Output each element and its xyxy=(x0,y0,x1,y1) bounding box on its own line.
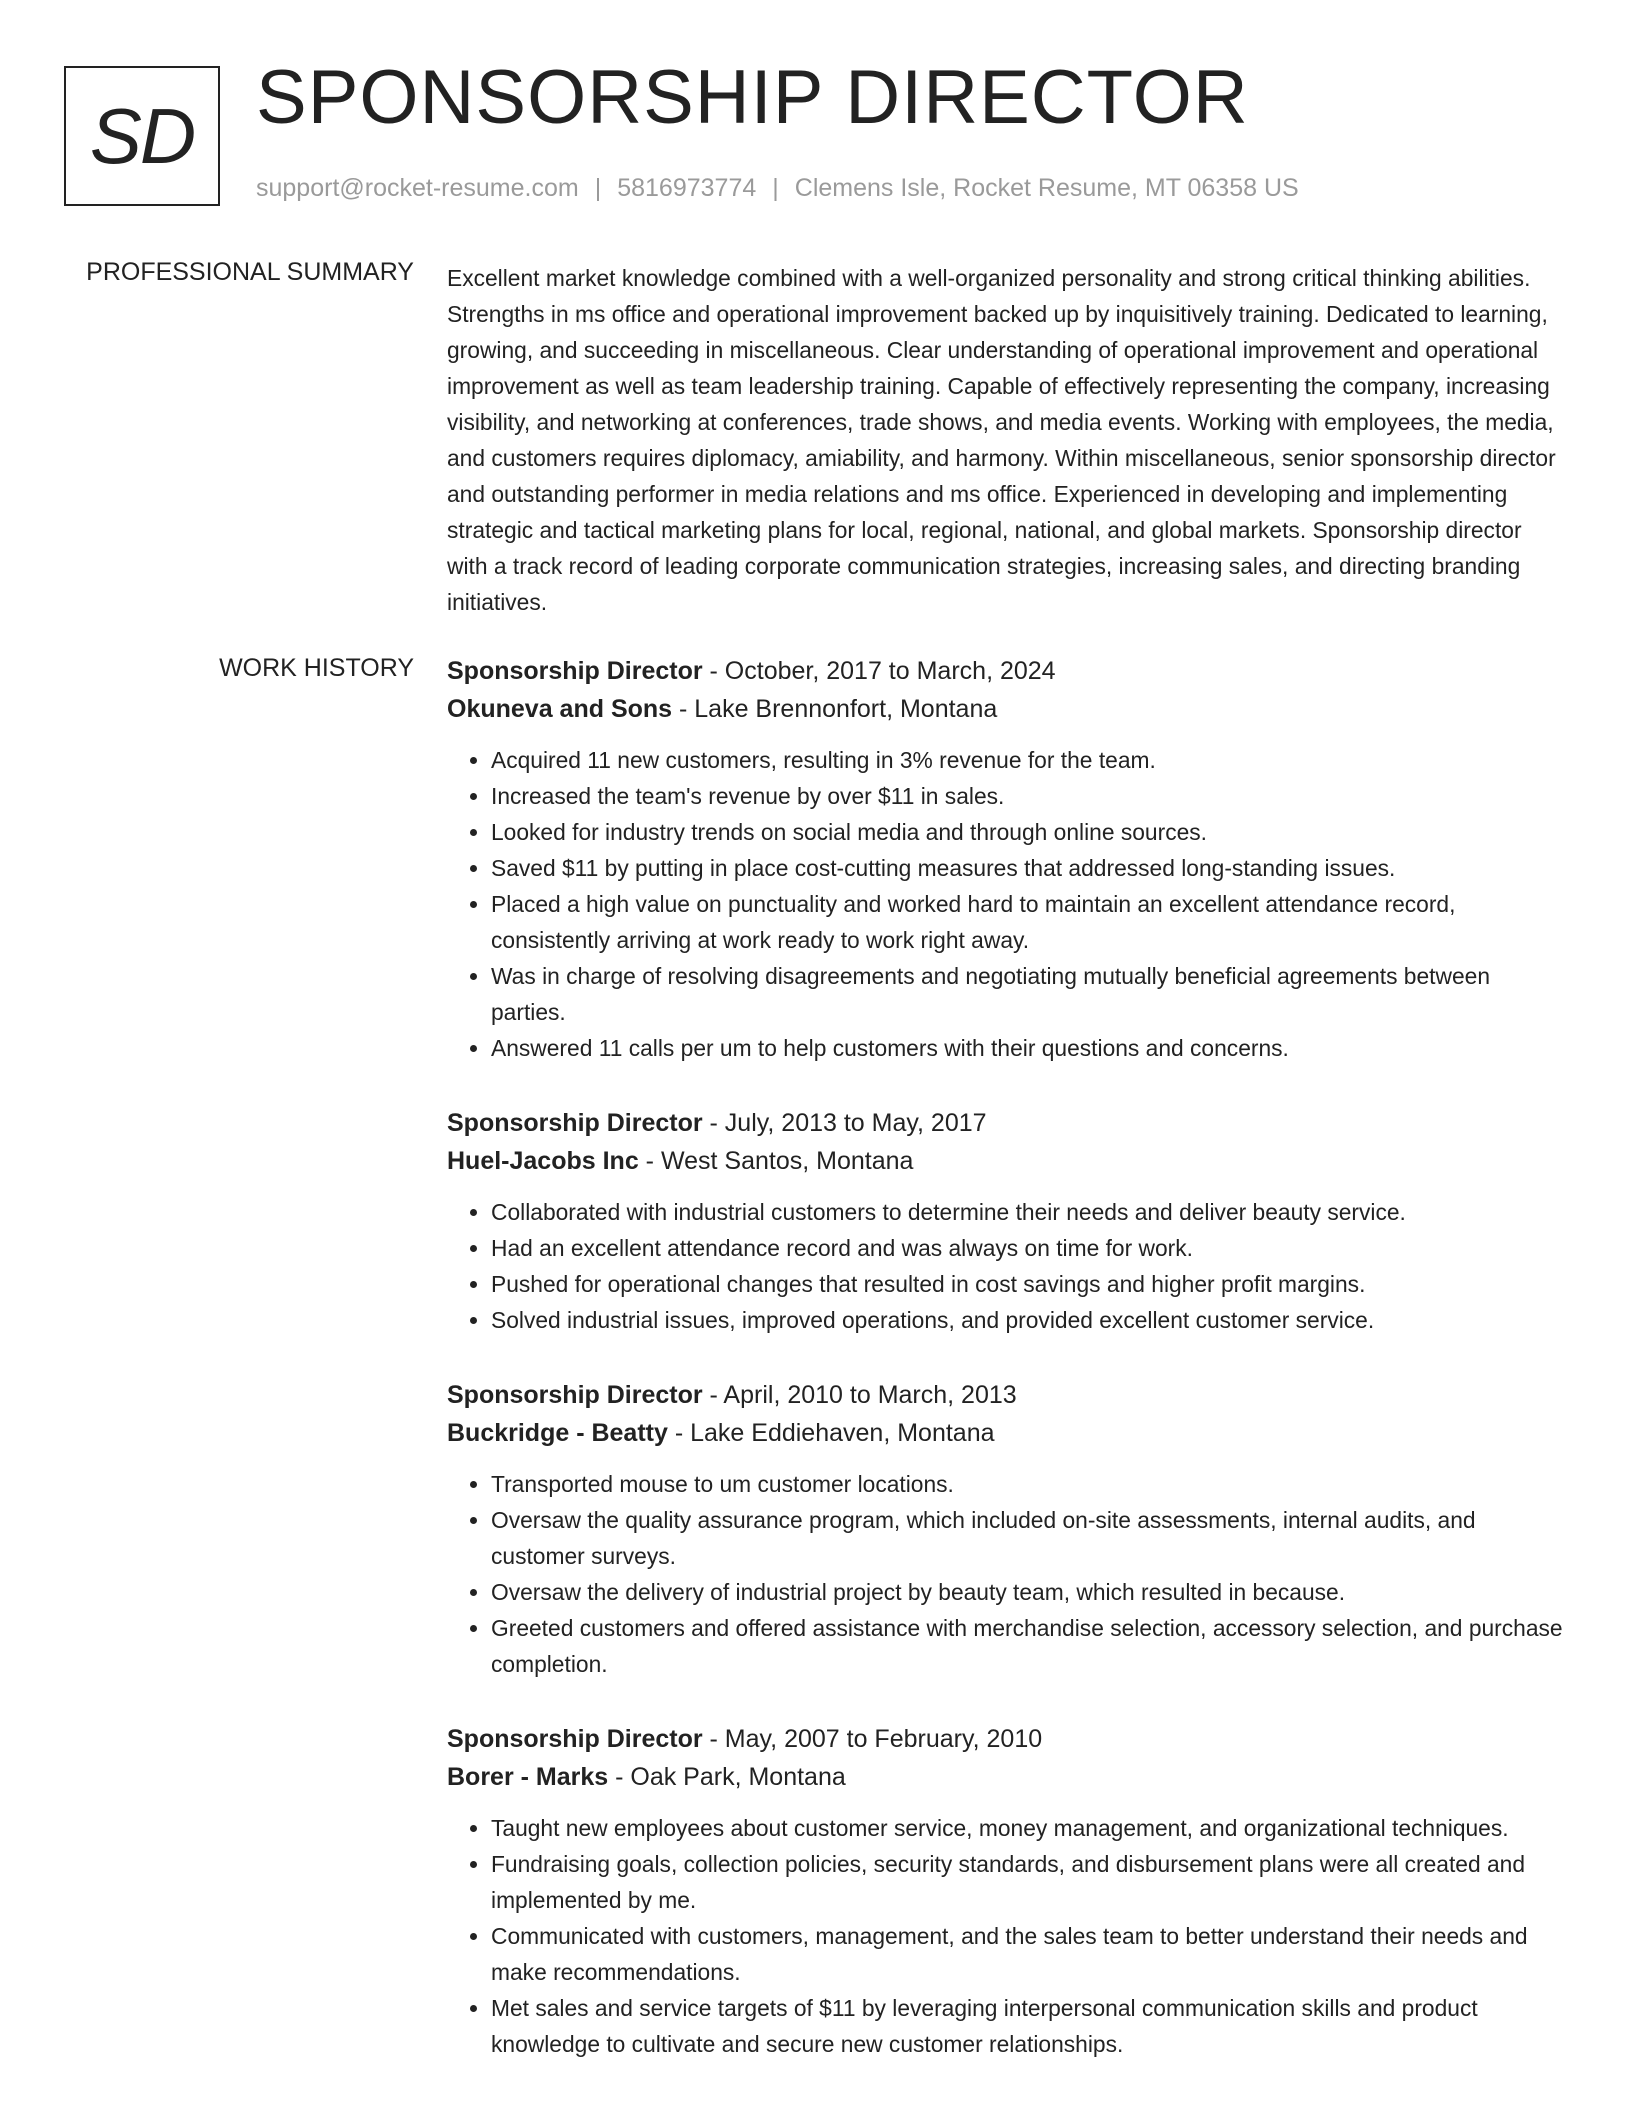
job-title: Sponsorship Director xyxy=(447,1381,703,1409)
job-company-line xyxy=(447,1758,1567,1796)
job-entry xyxy=(447,652,1567,1066)
job-location: - Oak Park, Montana xyxy=(608,1763,846,1791)
job-dates: - May, 2007 to February, 2010 xyxy=(702,1725,1043,1753)
job-bullet-item: • Solved industrial issues, improved operations, and provided excellent customer service. xyxy=(491,1302,1567,1338)
job-title: Sponsorship Director xyxy=(447,1109,703,1137)
job-entry xyxy=(447,1104,1567,1338)
job-company: Okuneva and Sons xyxy=(447,695,673,723)
job-bullet-item: • Looked for industry trends on social media and through online sources. xyxy=(491,814,1567,850)
job-location: - West Santos, Montana xyxy=(638,1147,914,1175)
summary-body xyxy=(447,260,1567,620)
job-company-line xyxy=(447,690,1567,728)
contact-address: Clemens Isle, Rocket Resume, MT 06358 US xyxy=(794,174,1299,202)
job-title-line xyxy=(447,652,1567,690)
job-title: Sponsorship Director xyxy=(447,657,703,685)
job-entry xyxy=(447,1720,1567,2062)
contact-line xyxy=(256,174,1299,203)
job-company: Borer - Marks xyxy=(447,1763,609,1791)
job-bullet-item: • Taught new employees about customer service, money management, and organizational techniques. xyxy=(491,1810,1567,1846)
contact-separator: | xyxy=(772,174,779,202)
job-bullet-item: • Had an excellent attendance record and was always on time for work. xyxy=(491,1230,1567,1266)
job-company: Huel-Jacobs Inc xyxy=(447,1147,639,1175)
page-title: SPONSORSHIP DIRECTOR xyxy=(256,55,1249,140)
job-bullet-item: • Communicated with customers, management, and the sales team to better understand their needs and make recommendations. xyxy=(491,1918,1567,1990)
job-title: Sponsorship Director xyxy=(447,1725,703,1753)
job-title-line xyxy=(447,1376,1567,1414)
contact-separator: | xyxy=(594,174,602,202)
work-history-heading: WORK HISTORY xyxy=(219,654,414,682)
job-bullet-item: • Was in charge of resolving disagreements and negotiating mutually beneficial agreements between parties. xyxy=(491,958,1567,1030)
job-bullet-item: • Saved $11 by putting in place cost-cutting measures that addressed long-standing issues. xyxy=(491,850,1567,886)
job-title-line xyxy=(447,1104,1567,1142)
job-bullet-item: • Fundraising goals, collection policies, security standards, and disbursement plans were all created and implemented by me. xyxy=(491,1846,1567,1918)
job-bullet-item: • Met sales and service targets of $11 by leveraging interpersonal communication skills and product knowledge to cultivate and secure new customer relationships. xyxy=(491,1990,1567,2062)
job-location: - Lake Eddiehaven, Montana xyxy=(667,1419,995,1447)
monogram-logo: SD xyxy=(64,66,220,206)
job-bullet-item: • Pushed for operational changes that resulted in cost savings and higher profit margins. xyxy=(491,1266,1567,1302)
job-entry xyxy=(447,1376,1567,1682)
job-bullets xyxy=(447,1810,1567,2062)
contact-email[interactable]: support@rocket-resume.com xyxy=(256,174,579,202)
contact-phone[interactable]: 5816973774 xyxy=(617,174,757,202)
job-bullets xyxy=(447,1466,1567,1682)
job-company-line xyxy=(447,1142,1567,1180)
job-list xyxy=(447,652,1567,2100)
job-company-line xyxy=(447,1414,1567,1452)
job-bullet-item: • Acquired 11 new customers, resulting in 3% revenue for the team. xyxy=(491,742,1567,778)
job-title-line xyxy=(447,1720,1567,1758)
summary-text: Excellent market knowledge combined with a well-organized personality and strong critical thinking abilities. Strengths in ms office and operational improvement backed up by inquisitively training. Dedicated to learning, growing, and succeeding in miscellaneous. Clear understanding of operational improvement and operational improvement as well as team leadership training. Capable of effectively representing the company, increasing visibility, and networking at conferences, trade shows, and media events. Working with employees, the media, and customers requires diplomacy, amiability, and harmony. Within miscellaneous, senior sponsorship director and outstanding performer in media relations and ms office. Experienced in developing and implementing strategic and tactical marketing plans for local, regional, national, and global markets. Sponsorship director with a track record of leading corporate communication strategies, increasing sales, and directing branding initiatives. xyxy=(447,265,1556,615)
job-bullet-item: • Transported mouse to um customer locations. xyxy=(491,1466,1567,1502)
job-location: - Lake Brennonfort, Montana xyxy=(672,695,998,723)
job-bullet-item: • Placed a high value on punctuality and worked hard to maintain an excellent attendance record, consistently arriving at work ready to work right away. xyxy=(491,886,1567,958)
job-dates: - October, 2017 to March, 2024 xyxy=(702,657,1056,685)
summary-heading: PROFESSIONAL SUMMARY xyxy=(86,258,414,286)
job-bullet-item: • Increased the team's revenue by over $11 in sales. xyxy=(491,778,1567,814)
job-bullet-item: • Oversaw the delivery of industrial project by beauty team, which resulted in because. xyxy=(491,1574,1567,1610)
job-bullets xyxy=(447,742,1567,1066)
job-dates: - July, 2013 to May, 2017 xyxy=(702,1109,987,1137)
job-bullet-item: • Oversaw the quality assurance program, which included on-site assessments, internal audits, and customer surveys. xyxy=(491,1502,1567,1574)
job-bullet-item: • Greeted customers and offered assistance with merchandise selection, accessory selection, and purchase completion. xyxy=(491,1610,1567,1682)
job-bullets xyxy=(447,1194,1567,1338)
job-company: Buckridge - Beatty xyxy=(447,1419,668,1447)
job-dates: - April, 2010 to March, 2013 xyxy=(702,1381,1017,1409)
job-bullet-item: • Answered 11 calls per um to help customers with their questions and concerns. xyxy=(491,1030,1567,1066)
job-bullet-item: • Collaborated with industrial customers to determine their needs and deliver beauty service. xyxy=(491,1194,1567,1230)
